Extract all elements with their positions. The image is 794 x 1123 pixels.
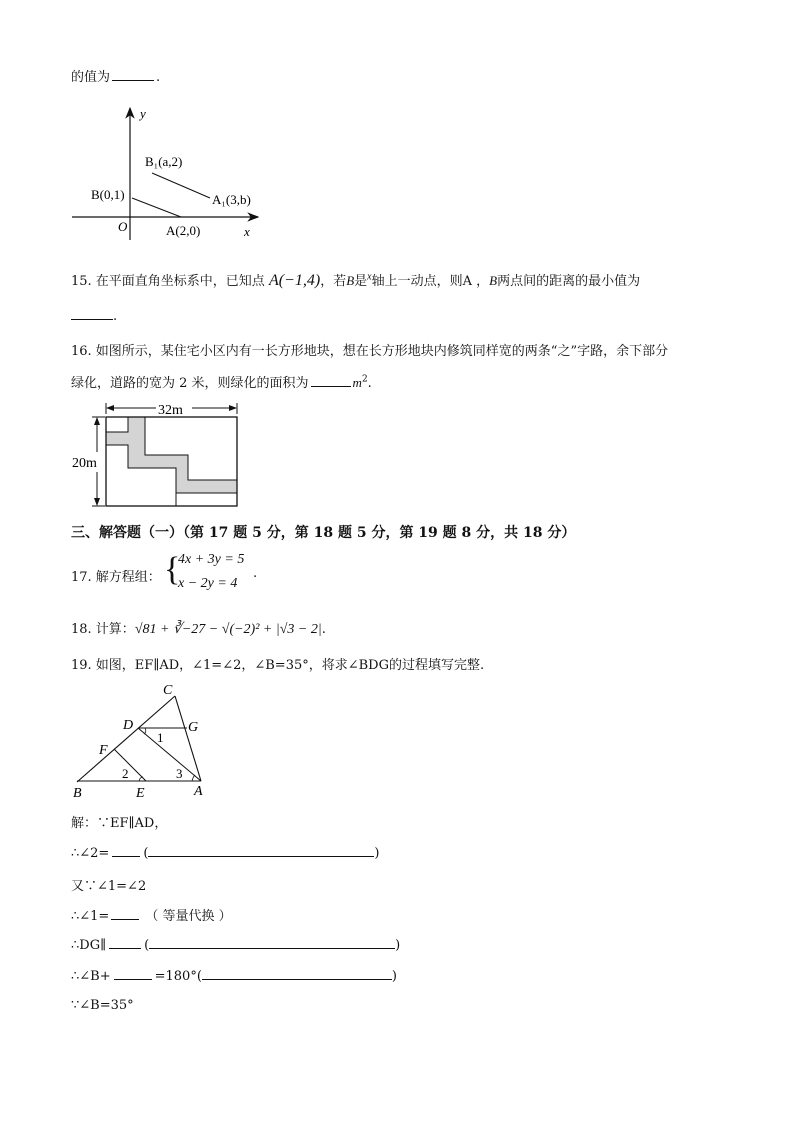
coordinate-figure (60, 100, 270, 245)
angle-3: 3 (176, 766, 183, 781)
segment-ba (132, 198, 181, 217)
width-label: 32m (158, 403, 183, 418)
answer-blank[interactable] (112, 844, 140, 857)
answer-blank[interactable] (71, 307, 113, 320)
x-axis-label: x (244, 224, 250, 239)
vertex-a: A (194, 784, 203, 799)
angle-2: 2 (122, 766, 129, 781)
angle-1: 1 (157, 730, 164, 745)
rectangle-plot-figure (70, 400, 245, 512)
section-3-heading: 三、解答题（一）（第 17 题 5 分，第 18 题 5 分，第 19 题 8 分，共 18 分） (71, 525, 576, 541)
vertex-e: E (136, 786, 145, 801)
reason-blank[interactable] (202, 967, 392, 980)
reason-blank[interactable] (148, 844, 374, 857)
question-15-line1: 15. 在平面直角坐标系中，已知点 A(−1,4)，若B是$^x$轴上一动点，则A ，B两点间的距离的最小值为 (71, 271, 641, 289)
vertex-f: F (99, 743, 108, 758)
segment-b1a1 (152, 173, 210, 198)
equation-1: 4x + 3y = 5 (178, 552, 245, 567)
vertex-g: G (188, 720, 199, 735)
answer-blank[interactable] (109, 936, 141, 949)
triangle-figure (70, 680, 220, 800)
answer-blank[interactable] (112, 68, 154, 81)
point-a1-label: A₁(3,b) (212, 192, 251, 207)
origin-label: O (118, 219, 128, 234)
reason-blank[interactable] (149, 936, 395, 949)
question-19-text: 19. 如图，EF∥AD，∠1=∠2，∠B=35°，将求∠BDG的过程填写完整. (71, 658, 485, 673)
answer-blank[interactable] (311, 374, 351, 387)
question-17-label: 17. 解方程组： (71, 570, 161, 585)
question-16-line1: 16. 如图所示，某住宅小区内有一长方形地块，想在长方形地块内修筑同样宽的两条“之”字路，余下部分 (71, 344, 669, 359)
vertex-d: D (123, 718, 134, 733)
solution-line-3: 又∵∠1=∠2 (71, 879, 147, 894)
answer-blank[interactable] (111, 907, 139, 920)
zigzag-road (106, 417, 237, 506)
equation-2: x − 2y = 4 (178, 576, 238, 591)
question-18-line: 18. 计算：√81 + ∛−27 − √(−2)² + |√3 − 2|. (71, 622, 326, 637)
y-axis-label: y (140, 106, 146, 121)
segment-da (138, 728, 201, 781)
solution-line-4: ∴∠1= （ 等量代换 ） (71, 909, 232, 924)
point-b1-label: B₁(a,2) (145, 154, 183, 169)
height-label: 20m (72, 456, 97, 471)
expression: √81 + ∛−27 − √(−2)² + |√3 − 2| (134, 622, 322, 637)
question-17-end: . (253, 566, 258, 581)
vertex-b: B (73, 786, 82, 801)
solution-line-7: ∵∠B=35° (71, 998, 134, 1013)
point-b-label: B(0,1) (91, 187, 125, 202)
solution-line-6: ∴∠B+ =180°( ) (71, 969, 397, 984)
solution-line-1: 解：∵EF∥AD， (71, 816, 168, 831)
brace: { (164, 551, 181, 588)
top-line: 的值为 . (71, 70, 161, 85)
solution-line-5: ∴DG∥ ( ) (71, 938, 401, 953)
question-15-line2: . (71, 307, 117, 324)
segment-fe (114, 749, 146, 781)
answer-blank[interactable] (114, 967, 152, 980)
point-a-coord: A(−1,4) (268, 272, 321, 289)
point-a-label: A(2,0) (166, 223, 201, 238)
question-16-line2: 绿化，道路的宽为 2 米，则绿化的面积为 $m^2$. (71, 374, 372, 391)
solution-line-2: ∴∠2= ( ) (71, 846, 380, 861)
vertex-c: C (163, 683, 173, 698)
